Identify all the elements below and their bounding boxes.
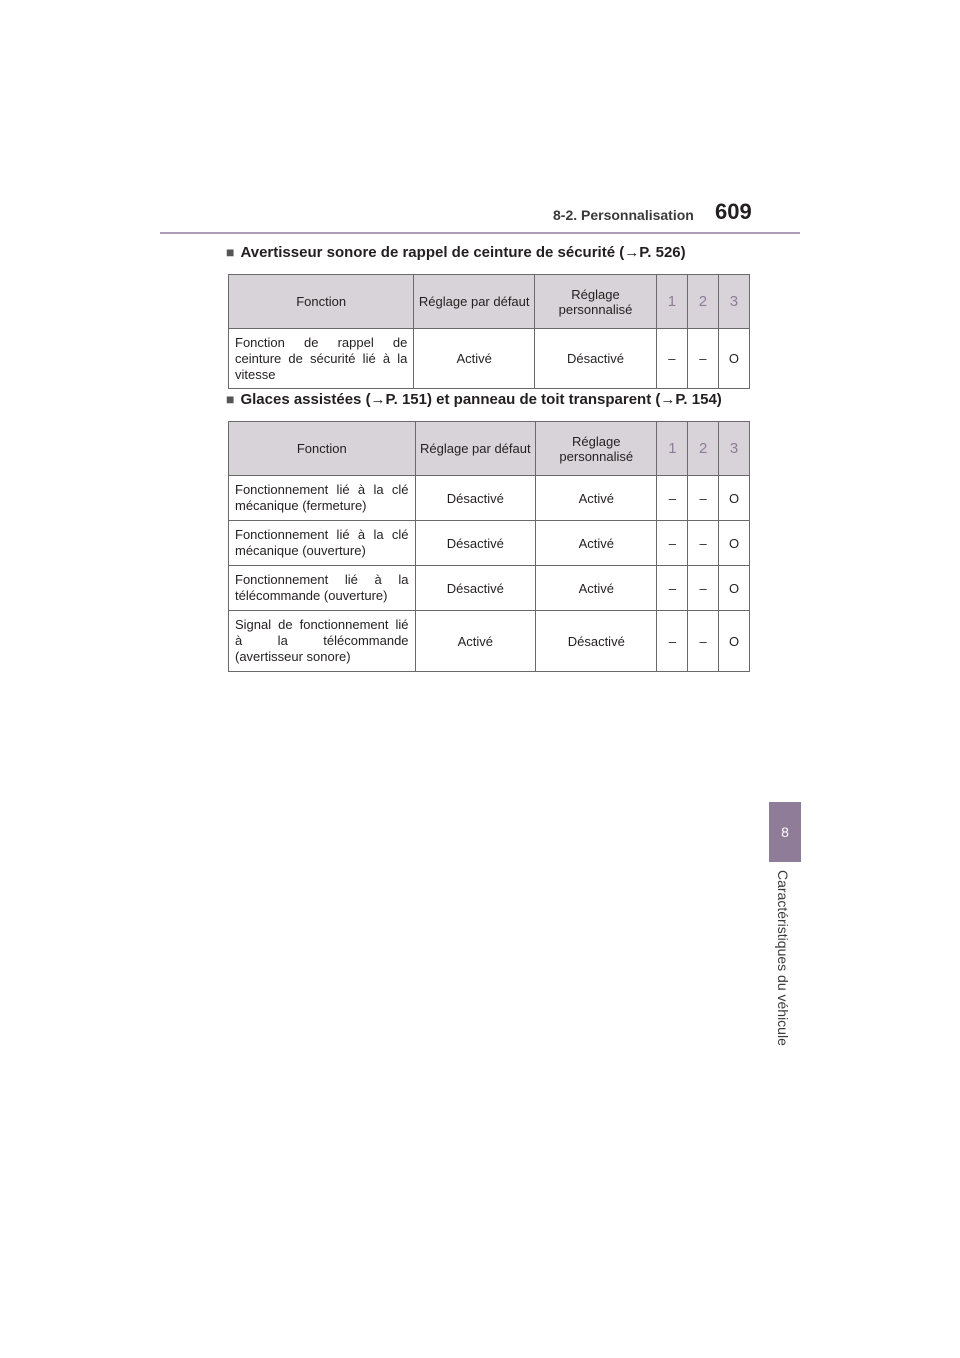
section-title-text: Avertisseur sonore de rappel de ceinture de sécurité (→P. 526) bbox=[240, 244, 686, 261]
cell-option-1: – bbox=[657, 476, 688, 521]
cell-default: Désactivé bbox=[415, 521, 536, 566]
chapter-label bbox=[767, 870, 799, 1070]
cell-option-3: O bbox=[719, 476, 750, 521]
cell-option-1: – bbox=[657, 611, 688, 672]
col-function: Fonction bbox=[229, 422, 416, 476]
col-custom-line1: Réglage bbox=[572, 433, 621, 449]
table-row bbox=[229, 329, 750, 389]
square-bullet-icon: ■ bbox=[226, 244, 235, 260]
cell-default: Désactivé bbox=[415, 566, 536, 611]
col-custom-line1: Réglage bbox=[571, 286, 620, 302]
col-default: Réglage par défaut bbox=[415, 422, 536, 476]
cell-option-3: O bbox=[719, 611, 750, 672]
settings-table bbox=[228, 421, 750, 672]
table-row bbox=[229, 476, 750, 521]
cell-custom: Désactivé bbox=[536, 611, 657, 672]
cell-option-1: – bbox=[656, 329, 687, 389]
cell-function: Fonctionnement lié à la clé mécanique (fermeture) bbox=[229, 476, 416, 521]
col-option-1: 1 bbox=[656, 275, 687, 329]
table-row bbox=[229, 521, 750, 566]
cell-option-2: – bbox=[688, 566, 719, 611]
cell-default: Désactivé bbox=[415, 476, 536, 521]
cell-option-1: – bbox=[657, 521, 688, 566]
cell-custom: Activé bbox=[536, 476, 657, 521]
cell-function: Fonction de rappel de ceinture de sécurité lié à la vitesse bbox=[229, 329, 414, 389]
col-function: Fonction bbox=[229, 275, 414, 329]
cell-custom: Activé bbox=[536, 521, 657, 566]
col-custom bbox=[535, 275, 657, 329]
chapter-label-text: Caractéristiques du véhicule bbox=[775, 870, 791, 1046]
page-number: 609 bbox=[715, 199, 752, 224]
cell-option-3: O bbox=[719, 521, 750, 566]
settings-table bbox=[228, 274, 750, 389]
cell-option-3: O bbox=[718, 329, 749, 389]
header-rule bbox=[160, 232, 800, 234]
col-option-3: 3 bbox=[718, 275, 749, 329]
table-row bbox=[229, 566, 750, 611]
cell-default: Activé bbox=[414, 329, 535, 389]
col-custom-line2: personnalisé bbox=[558, 301, 633, 317]
cell-option-3: O bbox=[719, 566, 750, 611]
col-option-3: 3 bbox=[719, 422, 750, 476]
col-option-2: 2 bbox=[688, 422, 719, 476]
table-header-row bbox=[229, 422, 750, 476]
table-header-row bbox=[229, 275, 750, 329]
cell-option-1: – bbox=[657, 566, 688, 611]
chapter-tab: 8 bbox=[769, 802, 801, 862]
cell-option-2: – bbox=[688, 476, 719, 521]
col-option-1: 1 bbox=[657, 422, 688, 476]
table-row bbox=[229, 611, 750, 672]
section-title bbox=[226, 391, 722, 408]
cell-function: Fonctionnement lié à la télécommande (ouverture) bbox=[229, 566, 416, 611]
cell-custom: Désactivé bbox=[535, 329, 657, 389]
cell-function: Fonctionnement lié à la clé mécanique (ouverture) bbox=[229, 521, 416, 566]
section-title-text: Glaces assistées (→P. 151) et panneau de toit transparent (→P. 154) bbox=[240, 391, 722, 408]
col-custom bbox=[536, 422, 657, 476]
cell-function: Signal de fonctionnement lié à la télécommande (avertisseur sonore) bbox=[229, 611, 416, 672]
header-section: 8-2. Personnalisation bbox=[553, 207, 694, 223]
cell-default: Activé bbox=[415, 611, 536, 672]
col-custom-line2: personnalisé bbox=[559, 448, 634, 464]
cell-option-2: – bbox=[688, 521, 719, 566]
col-option-2: 2 bbox=[687, 275, 718, 329]
cell-option-2: – bbox=[687, 329, 718, 389]
cell-option-2: – bbox=[688, 611, 719, 672]
square-bullet-icon: ■ bbox=[226, 391, 235, 407]
col-default: Réglage par défaut bbox=[414, 275, 535, 329]
section-title bbox=[226, 244, 686, 261]
cell-custom: Activé bbox=[536, 566, 657, 611]
